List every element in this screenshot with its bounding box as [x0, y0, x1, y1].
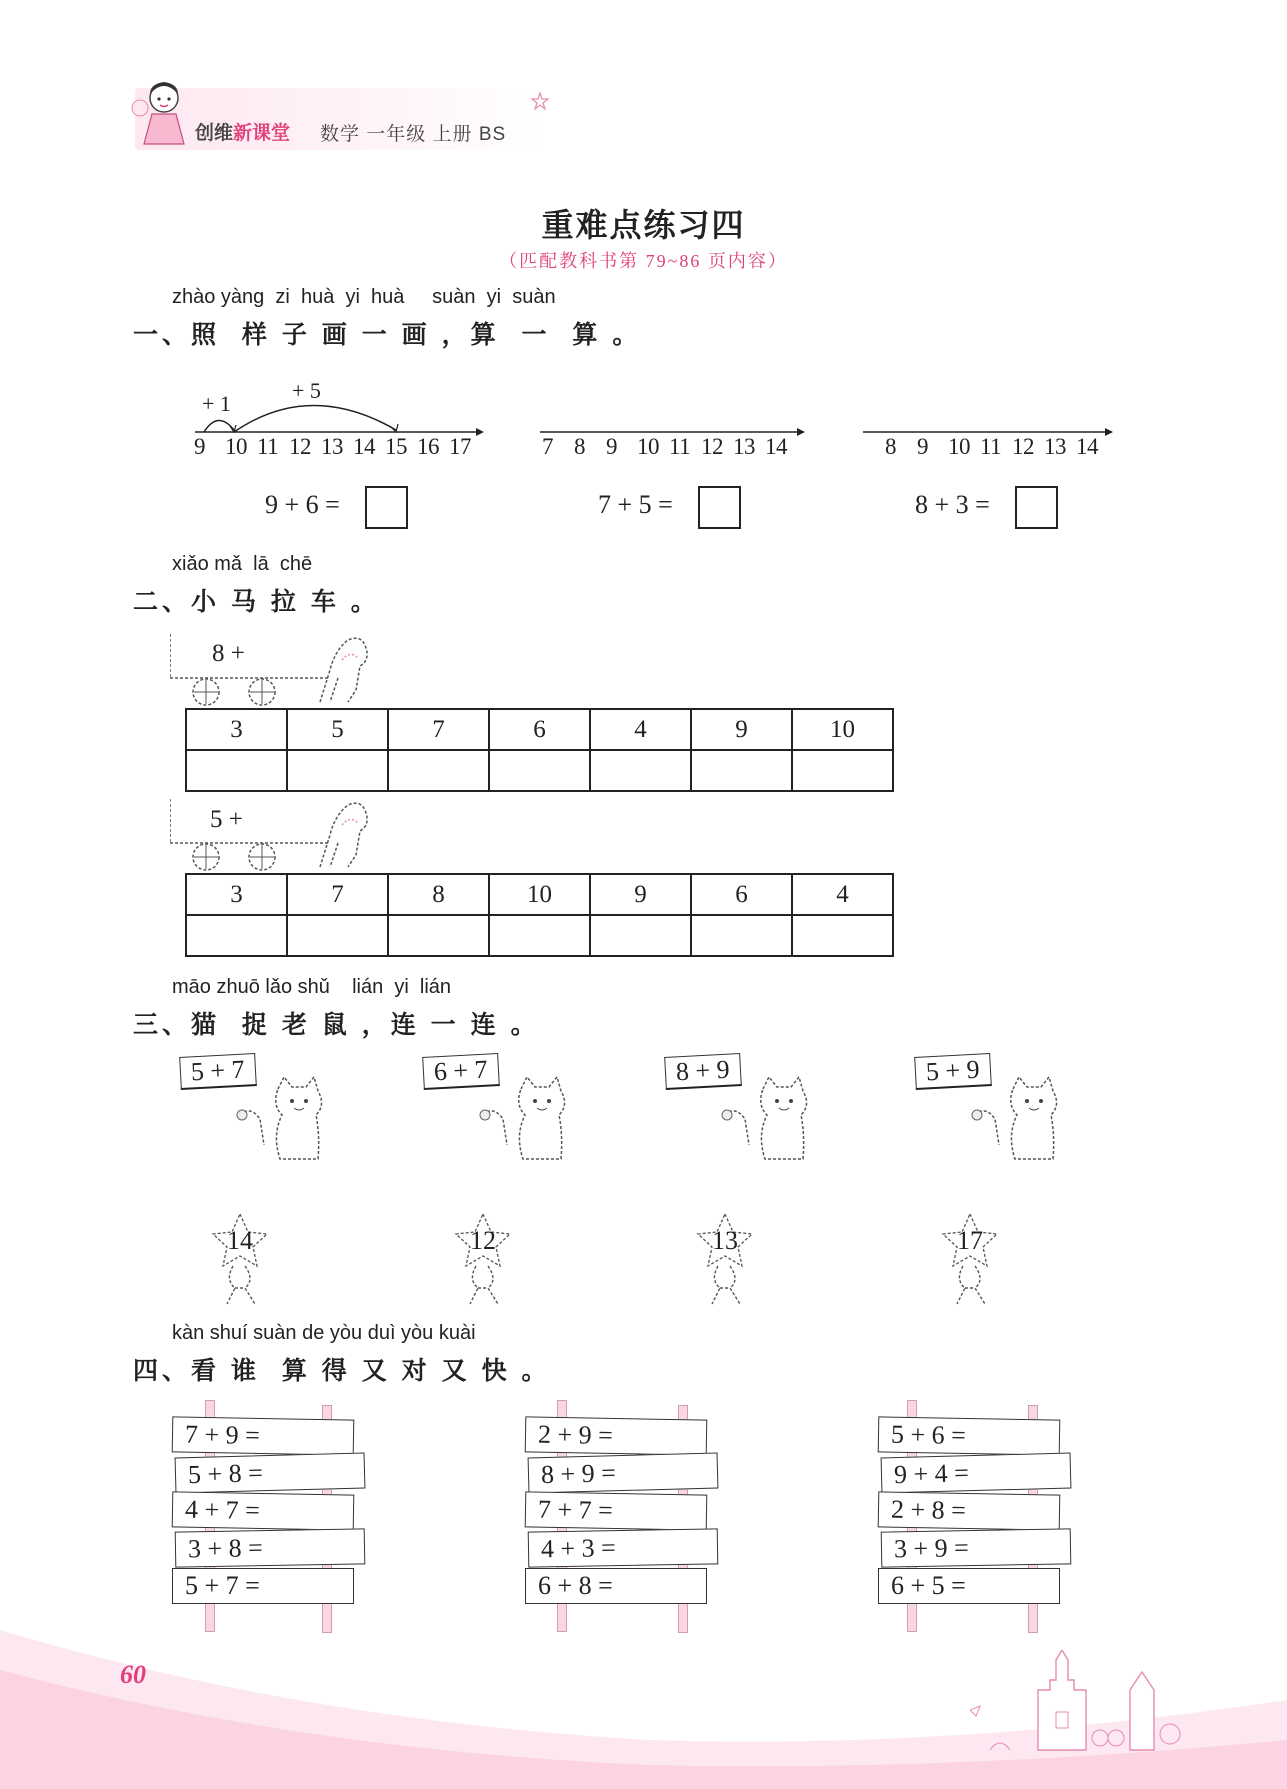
horse-cart-icon	[170, 795, 380, 875]
tick-label: 13	[1044, 434, 1066, 459]
tick-label: 11	[669, 434, 691, 459]
mouse-card-1[interactable]	[205, 1210, 275, 1310]
tick-label: 16	[417, 434, 439, 459]
cart1-label: 8 +	[212, 640, 245, 667]
mouse-card-3[interactable]	[690, 1210, 760, 1310]
answer-cell[interactable]	[590, 750, 691, 791]
tick-label: 14	[765, 434, 787, 459]
mouse-card-4[interactable]	[935, 1210, 1005, 1310]
table-cell: 9	[590, 874, 691, 915]
problem-plank[interactable]: 2 + 9 =	[525, 1416, 708, 1455]
answer-cell[interactable]	[186, 750, 287, 791]
section3-pinyin: māo zhuō lǎo shǔ lián yi lián	[172, 976, 452, 998]
number-line-1-labels	[194, 434, 481, 460]
problem-plank[interactable]: 4 + 3 =	[528, 1528, 719, 1567]
table-cell: 4	[590, 709, 691, 750]
table-cell: 5	[287, 709, 388, 750]
mouse-star-icon	[448, 1210, 518, 1310]
answer-cell[interactable]	[287, 915, 388, 956]
section4-pinyin: kàn shuí suàn de yòu duì yòu kuài	[172, 1322, 476, 1344]
table-cell: 10	[792, 709, 893, 750]
section4-title: 四、看 谁 算 得 又 对 又 快 。	[133, 1357, 551, 1385]
cart1-table	[185, 708, 894, 792]
tick-label: 11	[980, 434, 1002, 459]
answer-box-2[interactable]	[698, 486, 741, 529]
problem-plank[interactable]: 4 + 7 =	[172, 1491, 355, 1530]
tick-label: 17	[449, 434, 471, 459]
section2-title: 二、小 马 拉 车 。	[133, 588, 380, 616]
tick-label: 10	[948, 434, 970, 459]
mouse-star-icon	[205, 1210, 275, 1310]
answer-cell[interactable]	[691, 915, 792, 956]
problem-plank[interactable]: 6 + 8 =	[525, 1568, 707, 1604]
equation-3: 8 + 3 =	[915, 490, 990, 519]
table-cell: 6	[489, 709, 590, 750]
answer-cell[interactable]	[691, 750, 792, 791]
problem-plank[interactable]: 7 + 7 =	[525, 1491, 708, 1530]
tick-label: 8	[885, 434, 896, 459]
section1-pinyin: zhào yàng zi huà yi huà suàn yi suàn	[172, 286, 556, 308]
table-cell: 3	[186, 709, 287, 750]
problem-plank[interactable]: 8 + 9 =	[528, 1453, 719, 1494]
tick-label: 13	[321, 434, 343, 459]
header-subtitle: 数学 一年级 上册 BS	[320, 124, 507, 145]
answer-box-1[interactable]	[365, 486, 408, 529]
mouse-number: 12	[470, 1226, 496, 1255]
table-row	[186, 874, 893, 915]
answer-cell[interactable]	[792, 750, 893, 791]
answer-cell[interactable]	[792, 915, 893, 956]
mouse-star-icon	[935, 1210, 1005, 1310]
answer-box-3[interactable]	[1015, 486, 1058, 529]
number-line-3-labels	[885, 434, 1108, 460]
cat-card-1[interactable]	[180, 1055, 330, 1165]
number-line-2-labels	[542, 434, 797, 460]
cat-icon	[955, 1075, 1065, 1170]
tick-label: 11	[257, 434, 279, 459]
table-row	[186, 709, 893, 750]
answer-cell[interactable]	[388, 750, 489, 791]
equation-2: 7 + 5 =	[598, 490, 673, 519]
problem-plank[interactable]: 5 + 6 =	[878, 1416, 1061, 1455]
table-cell: 8	[388, 874, 489, 915]
cat-expression: 5 + 7	[179, 1053, 256, 1090]
mouse-number: 13	[712, 1226, 738, 1255]
problem-plank[interactable]: 9 + 4 =	[881, 1453, 1072, 1494]
section3-title: 三、猫 捉 老 鼠 ，连 一 连 。	[133, 1011, 540, 1039]
horse-cart-icon	[170, 630, 380, 710]
jump-big-label: + 5	[292, 378, 321, 403]
page-subtitle: （匹配教科书第 79~86 页内容）	[499, 251, 788, 271]
problem-plank[interactable]: 5 + 8 =	[175, 1453, 366, 1494]
answer-cell[interactable]	[287, 750, 388, 791]
problem-plank[interactable]: 3 + 9 =	[881, 1528, 1072, 1567]
section2-pinyin: xiǎo mǎ lā chē	[172, 553, 313, 575]
mouse-number: 14	[227, 1226, 253, 1255]
cat-card-3[interactable]	[665, 1055, 815, 1165]
cat-icon	[220, 1075, 330, 1170]
girl-mascot-icon	[128, 78, 200, 154]
answer-cell[interactable]	[388, 915, 489, 956]
tick-label: 10	[225, 434, 247, 459]
jump-small-label: + 1	[202, 391, 231, 416]
tick-label: 15	[385, 434, 407, 459]
tick-label: 12	[289, 434, 311, 459]
cat-icon	[463, 1075, 573, 1170]
castle-icon	[970, 1650, 1190, 1755]
page-number: 60	[120, 1660, 146, 1689]
problem-plank[interactable]: 6 + 5 =	[878, 1568, 1060, 1604]
table-cell: 6	[691, 874, 792, 915]
tick-label: 7	[542, 434, 553, 459]
answer-cell[interactable]	[489, 915, 590, 956]
mouse-card-2[interactable]	[448, 1210, 518, 1310]
tick-label: 12	[701, 434, 723, 459]
tick-label: 12	[1012, 434, 1034, 459]
star-decoration-icon	[531, 92, 549, 110]
answer-cell[interactable]	[590, 915, 691, 956]
tick-label: 9	[194, 434, 205, 459]
cat-icon	[705, 1075, 815, 1170]
table-cell: 7	[388, 709, 489, 750]
table-row	[186, 915, 893, 956]
tick-label: 10	[637, 434, 659, 459]
tick-label: 8	[574, 434, 585, 459]
tick-label: 9	[606, 434, 617, 459]
table-cell: 10	[489, 874, 590, 915]
section1-title: 一、照 样 子 画 一 画 ，算 一 算 。	[133, 321, 642, 349]
problem-plank[interactable]: 3 + 8 =	[175, 1528, 366, 1567]
cat-card-4[interactable]	[915, 1055, 1065, 1165]
problem-plank[interactable]: 2 + 8 =	[878, 1491, 1061, 1530]
table-cell: 9	[691, 709, 792, 750]
table-cell: 7	[287, 874, 388, 915]
table-cell: 4	[792, 874, 893, 915]
cart2-label: 5 +	[210, 806, 243, 833]
mouse-star-icon	[690, 1210, 760, 1310]
problem-plank[interactable]: 5 + 7 =	[172, 1568, 354, 1604]
page-title: 重难点练习四	[541, 207, 746, 243]
tick-label: 13	[733, 434, 755, 459]
cat-expression: 6 + 7	[422, 1053, 499, 1090]
cat-card-2[interactable]	[423, 1055, 573, 1165]
tick-label: 9	[917, 434, 928, 459]
cat-expression: 8 + 9	[664, 1053, 741, 1090]
answer-cell[interactable]	[186, 915, 287, 956]
tick-label: 14	[1076, 434, 1098, 459]
mouse-number: 17	[957, 1226, 983, 1255]
problem-plank[interactable]: 7 + 9 =	[172, 1416, 355, 1455]
table-row	[186, 750, 893, 791]
equation-1: 9 + 6 =	[265, 490, 340, 519]
table-cell: 3	[186, 874, 287, 915]
answer-cell[interactable]	[489, 750, 590, 791]
cart2-table	[185, 873, 894, 957]
tick-label: 14	[353, 434, 375, 459]
cat-expression: 5 + 9	[914, 1053, 991, 1090]
header-brand: 创维新课堂	[195, 123, 291, 144]
